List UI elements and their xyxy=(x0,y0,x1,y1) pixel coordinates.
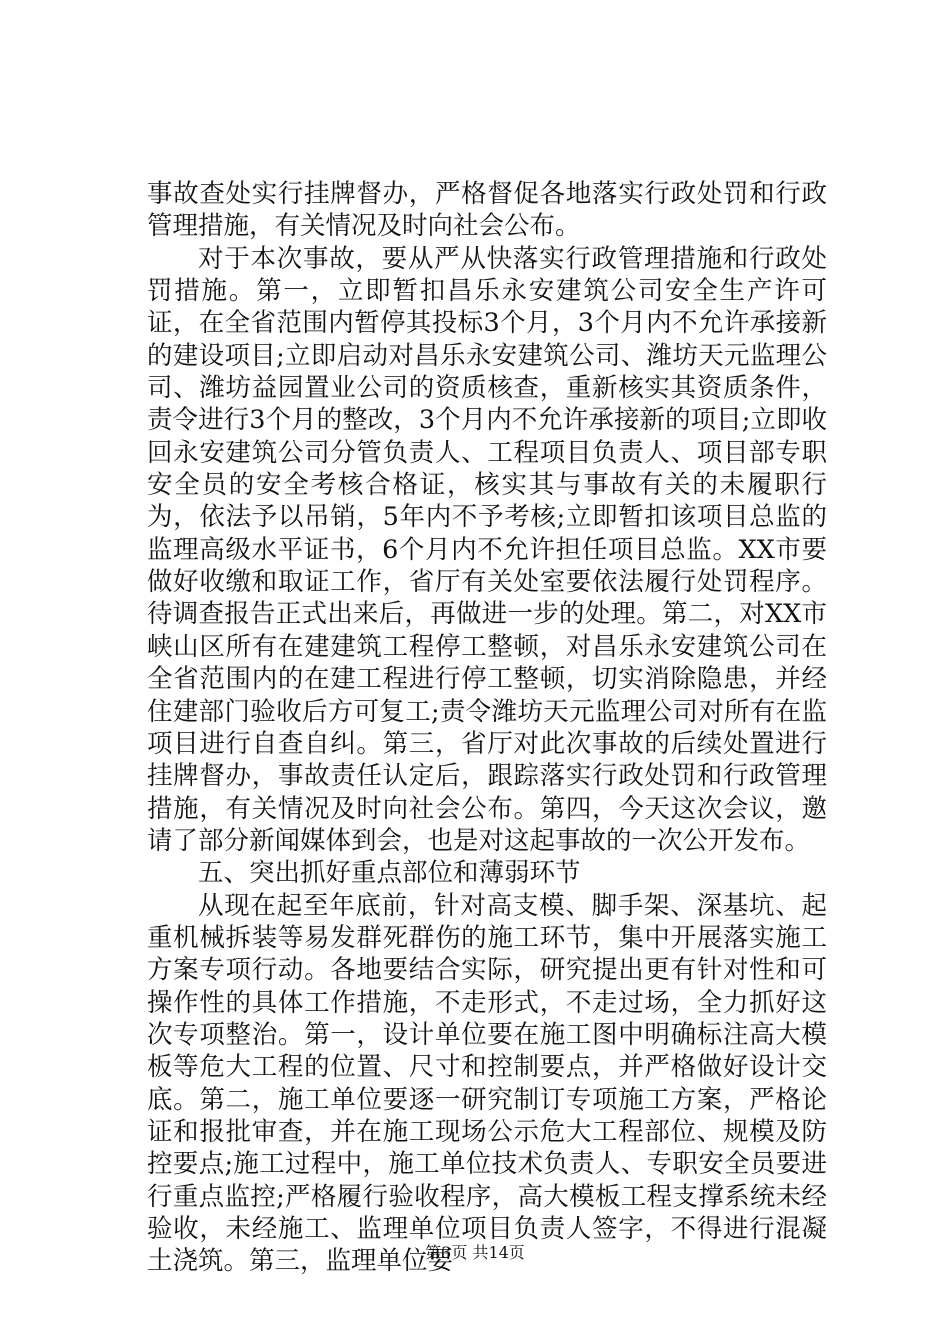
paragraph-1: 事故查处实行挂牌督办，严格督促各地落实行政处罚和行政管理措施，有关情况及时向社会公布。 xyxy=(147,179,827,242)
page-number-label: 第3页 共14页 xyxy=(425,1243,525,1262)
paragraph-2: 对于本次事故，要从严从快落实行政管理措施和行政处罚措施。第一，立即暂扣昌乐永安建筑公司安全生产许可证，在全省范围内暂停其投标3个月，3个月内不允许承接新的建设项目;立即启动对昌乐永安建筑公司、潍坊天元监理公司、潍坊益园置业公司的资质核查，重新核实其资质条件，责令进行3个月的整改，3个月内不允许承接新的项目;立即收回永安建筑公司分管负责人、工程项目负责人、项目部专职安全员的安全考核合格证，核实其与事故有关的未履职行为，依法予以吊销，5年内不予考核;立即暂扣该项目总监的监理高级水平证书，6个月内不允许担任项目总监。XX市要做好收缴和取证工作，省厅有关处室要依法履行处罚程序。待调查报告正式出来后，再做进一步的处理。第二，对XX市峡山区所有在建建筑工程停工整顿，对昌乐永安建筑公司在全省范围内的在建工程进行停工整顿，切实消除隐患，并经住建部门验收后方可复工;责令潍坊天元监理公司对所有在监项目进行自查自纠。第三，省厅对此次事故的后续处置进行挂牌督办，事故责任认定后，跟踪落实行政处罚和行政管理措施，有关情况及时向社会公布。第四，今天这次会议，邀请了部分新闻媒体到会，也是对这起事故的一次公开发布。 xyxy=(147,243,827,856)
document-body xyxy=(147,178,827,1278)
section-heading-5: 五、突出抓好重点部位和薄弱环节 xyxy=(198,858,581,889)
paragraph-3: 从现在起至年底前，针对高支模、脚手架、深基坑、起重机械拆装等易发群死群伤的施工环节，集中开展落实施工方案专项行动。各地要结合实际，研究提出更有针对性和可操作性的具体工作措施，不走形式，不走过场，全力抓好这次专项整治。第一，设计单位要在施工图中明确标注高大模板等危大工程的位置、尺寸和控制要点，并严格做好设计交底。第二，施工单位要逐一研究制订专项施工方案，严格论证和报批审查，并在施工现场公示危大工程部位、规模及防控要点;施工过程中，施工单位技术负责人、专职安全员要进行重点监控;严格履行验收程序，高大模板工程支撑系统未经验收，未经施工、监理单位项目负责人签字，不得进行混凝土浇筑。第三，监理单位要 xyxy=(147,890,827,1277)
page-footer xyxy=(0,1243,950,1263)
